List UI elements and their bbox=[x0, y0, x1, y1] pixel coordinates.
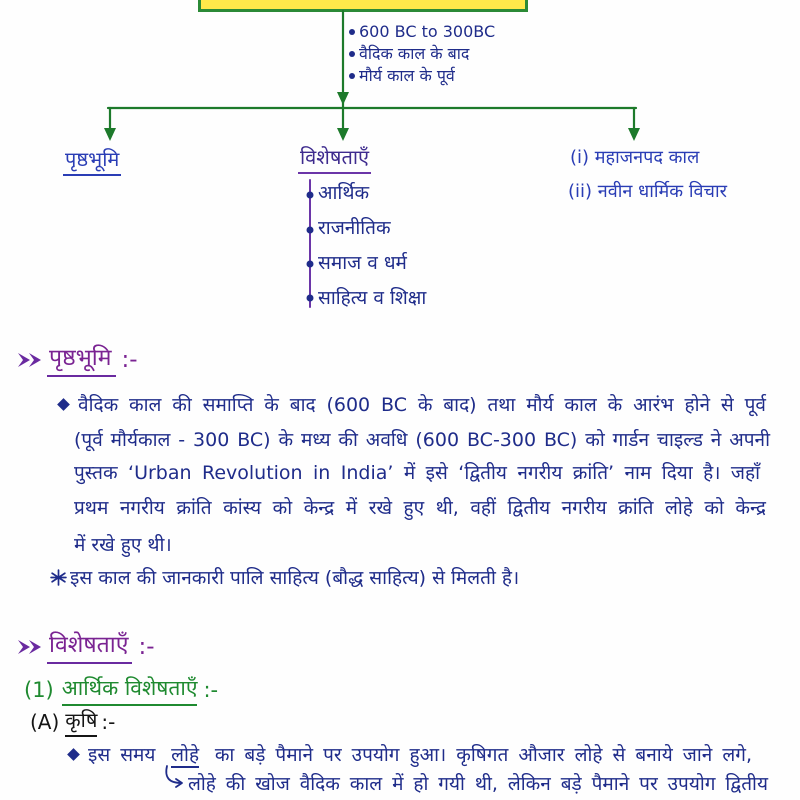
agriculture-continuation: लोहे की खोज वैदिक काल में हो गयी थी, लेकिन बड़े पैमाने पर उपयोग द्वितीय bbox=[188, 773, 768, 795]
arrow-down-icon bbox=[104, 128, 116, 141]
topic-label: कृषि bbox=[65, 706, 97, 737]
diamond-bullet-icon bbox=[57, 398, 70, 411]
arrow-down-icon bbox=[337, 128, 349, 141]
features-item-economic: आर्थिक bbox=[318, 182, 370, 204]
paragraph-line: पुस्तक ‘Urban Revolution in India’ में इसे ‘द्वितीय नगरीय क्रांति’ नाम दिया है। जहाँ bbox=[74, 462, 760, 484]
dot-bullet-icon bbox=[349, 29, 355, 35]
section-heading-background bbox=[18, 342, 138, 377]
sub-heading-number: (1) bbox=[24, 677, 54, 702]
point-text: का बड़े पैमाने पर उपयोग हुआ। कृषिगत औजार लोहे से बनाये जाने लगे, bbox=[214, 744, 752, 766]
dot-bullet-icon bbox=[349, 73, 355, 79]
sub-heading-economic bbox=[24, 673, 218, 706]
section-heading-suffix: :- bbox=[121, 346, 138, 373]
double-chevron-icon bbox=[18, 639, 44, 655]
sub-heading-suffix: :- bbox=[203, 677, 219, 702]
diamond-bullet-icon bbox=[67, 748, 80, 761]
features-item-literature-education: साहित्य व शिक्षा bbox=[318, 287, 427, 309]
dot-bullet-icon bbox=[307, 295, 314, 302]
double-chevron-icon bbox=[18, 352, 44, 368]
sub-heading-label: आर्थिक विशेषताएँ bbox=[62, 673, 198, 706]
period-note bbox=[349, 65, 455, 87]
dot-bullet-icon bbox=[307, 227, 314, 234]
asterisk-icon bbox=[50, 569, 67, 586]
period-note bbox=[349, 21, 495, 43]
point-text: इस समय bbox=[88, 744, 156, 766]
period-note bbox=[349, 43, 469, 65]
agriculture-point bbox=[88, 741, 752, 769]
background-point: (ii) नवीन धार्मिक विचार bbox=[568, 181, 727, 202]
paragraph-line: (पूर्व मौर्यकाल - 300 BC) के मध्य की अवधि (600 BC-300 BC) को गार्डन चाइल्ड ने अपनी bbox=[74, 429, 770, 451]
period-note-text: 600 BC to 300BC bbox=[359, 22, 496, 41]
arrow-down-icon bbox=[628, 128, 640, 141]
paragraph-line: में रखे हुए थी। bbox=[74, 534, 172, 556]
features-item-political: राजनीतिक bbox=[318, 217, 391, 239]
topic-suffix: :- bbox=[101, 709, 116, 734]
topic-agriculture bbox=[30, 706, 115, 737]
section-heading-features bbox=[18, 629, 155, 664]
section-heading-label: पृष्ठभूमि bbox=[47, 342, 116, 377]
dot-bullet-icon bbox=[307, 192, 314, 199]
topic-prefix: (A) bbox=[30, 709, 60, 734]
features-item-society-religion: समाज व धर्म bbox=[318, 252, 407, 274]
paragraph-line: प्रथम नगरीय क्रांति कांस्य को केन्द्र में रखे हुए थी, वहीं द्वितीय नगरीय क्रांति लोहे को केन्द्र bbox=[74, 497, 766, 519]
section-heading-suffix: :- bbox=[138, 633, 155, 660]
paragraph-line: वैदिक काल की समाप्ति के बाद (600 BC के बाद) तथा मौर्य काल के आरंभ होने से पूर्व bbox=[78, 394, 766, 416]
background-point: (i) महाजनपद काल bbox=[570, 147, 700, 168]
period-note-text: वैदिक काल के बाद bbox=[359, 44, 470, 63]
dot-bullet-icon bbox=[349, 51, 355, 57]
period-note-text: मौर्य काल के पूर्व bbox=[359, 66, 455, 85]
source-note: इस काल की जानकारी पालि साहित्य (बौद्ध साहित्य) से मिलती है। bbox=[70, 567, 520, 589]
dot-bullet-icon bbox=[307, 261, 314, 268]
tree-node-features: विशेषताएँ bbox=[298, 144, 371, 174]
section-heading-label: विशेषताएँ bbox=[47, 629, 132, 664]
curved-arrow-icon bbox=[160, 764, 186, 790]
tree-node-background: पृष्ठभूमि bbox=[63, 146, 121, 176]
point-highlight: लोहे bbox=[171, 744, 200, 766]
arrow-down-icon bbox=[337, 92, 349, 105]
